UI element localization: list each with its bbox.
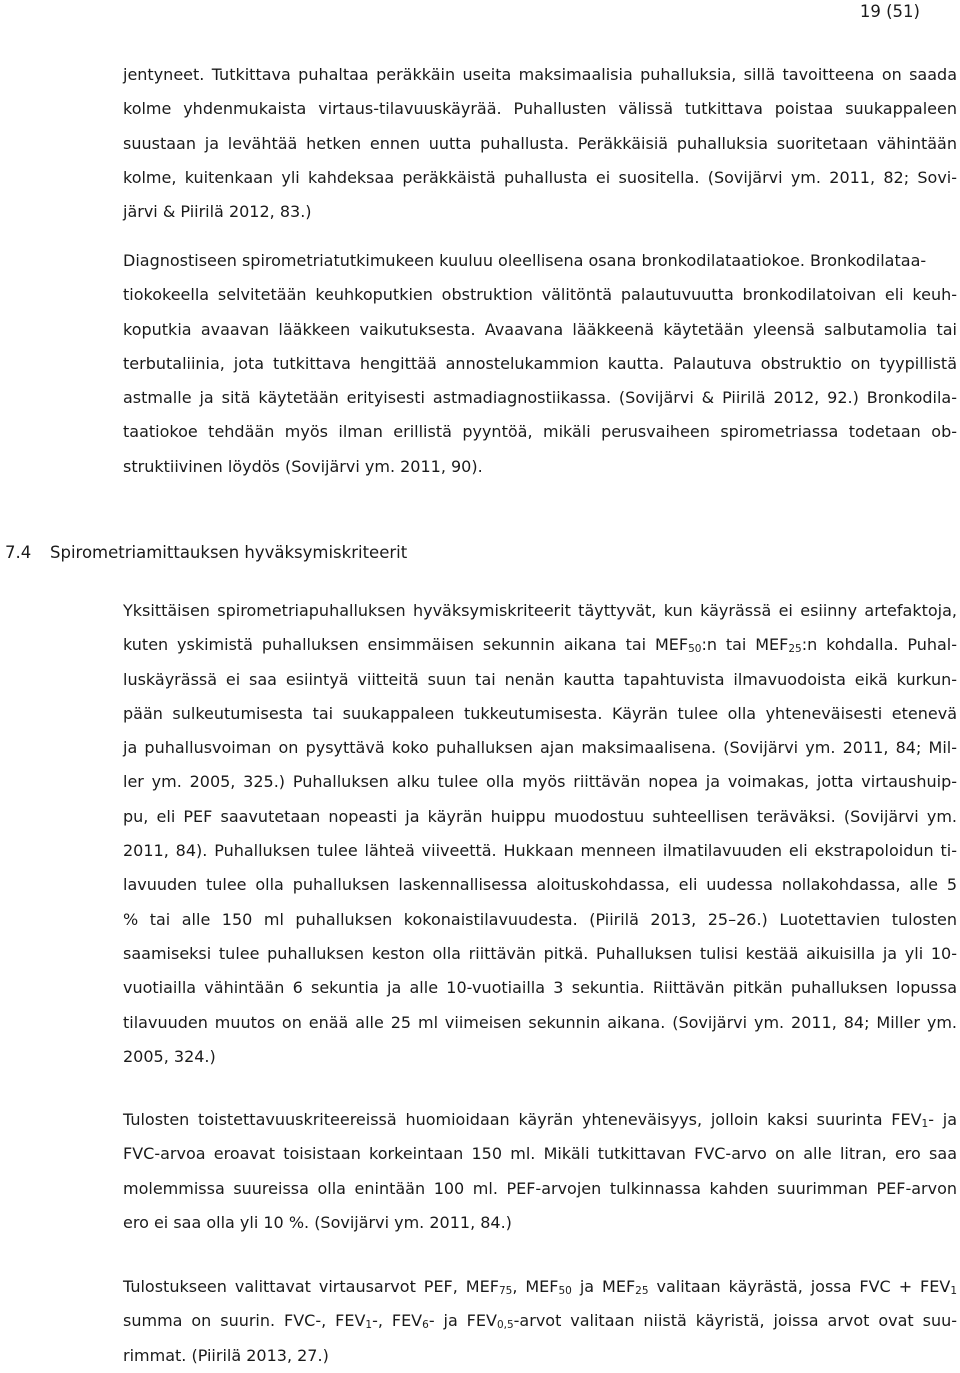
text-line: kolme, kuitenkaan yli kahdeksaa peräkkäistä puhallusta ei suositella. (Sovijärvi ym. 2011, 82; Sovi- (123, 167, 957, 187)
text-line: 2011, 84). Puhalluksen tulee lähteä viiveettä. Hukkaan menneen ilmatilavuuden eli ekstrapoloidun ti- (123, 841, 957, 861)
text-line: pu, eli PEF saavutetaan nopeasti ja käyrän huippu muodostuu suhteellisen teräväksi. (Sovijärvi ym. (123, 806, 957, 826)
text-line: lavuuden tulee olla puhalluksen laskennallisessa aloituskohdassa, eli uudessa nollakohdassa, alle 5 (123, 875, 957, 895)
text-line: astmalle ja sitä käytetään erityisesti astmadiagnostiikassa. (Sovijärvi & Piirilä 2012, 92.) Bronkodila- (123, 388, 957, 408)
paragraph-2 (123, 244, 957, 484)
text-line: kuten yskimistä puhalluksen ensimmäisen sekunnin aikana tai $MEF_{50}:n$ tai $MEF_{25}:n$ kohdalla. Puhal- (123, 635, 958, 656)
text-line: rimmat. (Piirilä 2013, 27.) (123, 1345, 329, 1365)
text-line: Tulosten toistettavuuskriteereissä huomioidaan käyrän yhteneväisyys, jolloin kaksi suurinta $FEV_1-$ ja (123, 1110, 958, 1130)
text-line: jentyneet. Tutkittava puhaltaa peräkkäin useita maksimaalisia puhalluksia, sillä tavoitteena on saada (123, 65, 957, 84)
text-line: vuotiailla vähintään 6 sekuntia ja alle 10-vuotiailla 3 sekuntia. Riittävän pitkän puhalluksen lopussa (123, 978, 957, 998)
text-line: ja puhallusvoiman on pysyttävä koko puhalluksen ajan maksimaalisena. (Sovijärvi ym. 2011, 84; Mil- (123, 738, 957, 758)
text-line: järvi & Piirilä 2012, 83.) (123, 202, 312, 222)
section-title: Spirometriamittauksen hyväksymiskriteerit (50, 543, 408, 562)
text-line: saamiseksi tulee puhalluksen keston olla riittävän pitkä. Puhalluksen tulisi kestää aikuisilla ja yli 10- (123, 943, 957, 963)
text-line: tilavuuden muutos on enää alle 25 ml viimeisen sekunnin aikana. (Sovijärvi ym. 2011, 84; Miller ym. (123, 1012, 957, 1032)
text-line: struktiivinen löydös (Sovijärvi ym. 2011, 90). (123, 456, 483, 476)
text-line: FVC-arvoa eroavat toisistaan korkeintaan 150 ml. Mikäli tutkittavan FVC-arvo on alle litran, ero saa (123, 1144, 957, 1164)
paragraph-1 (123, 58, 957, 229)
text-line: luskäyrässä ei saa esiintyä viitteitä suun tai nenän kautta tapahtuvista ilmavuodoista eikä kurkun- (123, 669, 957, 689)
text-line: terbutaliinia, jota tutkittava hengittää annostelukammion kautta. Palautuva obstruktio on tyypillistä (123, 353, 957, 373)
text-line: 2005, 324.) (123, 1046, 216, 1066)
text-line: koputkia avaavan lääkkeen vaikutuksesta. Avaavana lääkkeenä käytetään yleensä salbutamolia tai (123, 319, 957, 339)
section-number: 7.4 (5, 543, 32, 562)
text-line: % tai alle 150 ml puhalluksen kokonaistilavuudesta. (Piirilä 2013, 25–26.) Luotettavien tulosten (123, 909, 957, 929)
text-line: kolme yhdenmukaista virtaus-tilavuuskäyrää. Puhallusten välissä tutkittava poistaa suukappaleen (123, 99, 957, 119)
text-line: tiokokeella selvitetään keuhkoputkien obstruktion välitöntä palautuvuutta bronkodilatoivan eli keuh- (123, 285, 957, 305)
paragraph-5 (123, 1270, 957, 1373)
text-line: ero ei saa olla yli 10 %. (Sovijärvi ym. 2011, 84.) (123, 1212, 512, 1232)
paragraph-3 (123, 594, 957, 1074)
text-line: ler ym. 2005, 325.) Puhalluksen alku tulee olla myös riittävän nopea ja voimakas, jotta virtaushuip- (123, 772, 957, 792)
text-line: taatiokoe tehdään myös ilman erillistä pyyntöä, mikäli perusvaiheen spirometriassa todetaan ob- (123, 422, 957, 442)
page-number: 19 (51) (859, 2, 920, 21)
paragraph-4 (123, 1103, 957, 1240)
text-line: Tulostukseen valittavat virtausarvot PEF, $MEF_{75}$, $MEF_{50}$ ja $MEF_{25}$ valitaan käyrästä, jossa FVC + $FEV_1$ (123, 1277, 958, 1297)
text-line: suustaan ja levähtää hetken ennen uutta puhallusta. Peräkkäisiä puhalluksia suoritetaan vähintään (123, 133, 957, 153)
text-line: molemmissa suureissa olla enintään 100 ml. PEF-arvojen tulkinnassa kahden suurimman PEF-arvon (123, 1178, 957, 1198)
text-line: pään sulkeutumisesta tai suukappaleen tukkeutumisesta. Käyrän tulee olla yhteneväisesti etenevä (123, 703, 957, 723)
text-line: Yksittäisen spirometriapuhalluksen hyväksymiskriteerit täyttyvät, kun käyrässä ei esiinny artefaktoja, (123, 601, 957, 620)
text-line: summa on suurin. FVC-, $FEV_1-$, $FEV_6-$ ja $FEV_{0,5}$-arvot valitaan niistä käyristä, joissa arvot ovat suu- (123, 1311, 958, 1332)
text-line: Diagnostiseen spirometriatutkimukeen kuuluu oleellisena osana bronkodilataatiokoe. Bronkodilataa- (123, 251, 927, 270)
section-heading (5, 541, 407, 565)
